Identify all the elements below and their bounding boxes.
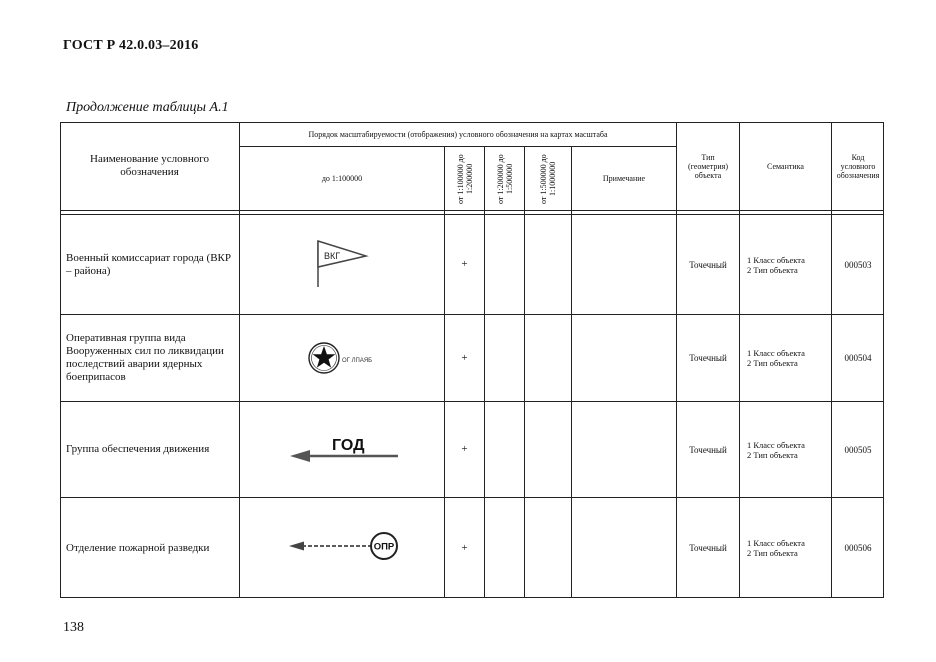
row-1-code: 000503 <box>844 259 872 270</box>
row-3-mark: + <box>461 443 468 455</box>
flag-icon <box>310 235 380 291</box>
page-number: 138 <box>63 620 84 635</box>
row-1-symbol-label: ВКГ <box>324 251 341 261</box>
header-note: Примечание <box>602 174 646 183</box>
row-2-symbol-label: ОГ ЛПАЯБ <box>342 358 373 364</box>
row-4-semantics: 1 Класс объекта 2 Тип объекта <box>747 538 805 558</box>
row-1-mark: + <box>461 258 468 270</box>
row-1-name: Военный комиссариат города (ВКР – района) <box>66 251 232 277</box>
header-scale-1: до 1:100000 <box>321 174 363 183</box>
row-3-name: Группа обеспечения движения <box>66 443 210 455</box>
row-3-symbol-label: ГОД <box>332 437 365 454</box>
row-1-type: Точечный <box>689 259 727 270</box>
header-scale-group: Порядок масштабируемости (отображения) условного обозначения на картах масштаба <box>308 129 608 139</box>
row-4-symbol-label: ОПР <box>373 541 395 553</box>
row-3-semantics: 1 Класс объекта 2 Тип объекта <box>747 439 805 460</box>
header-name: Наименование условного обозначения <box>90 153 209 178</box>
header-scale-3: от 1:200000 до 1:500000 <box>495 153 514 204</box>
header-type: Тип (геометрия) объекта <box>687 152 729 180</box>
symbols-table <box>60 122 884 598</box>
table-caption: Продолжение таблицы А.1 <box>66 100 229 115</box>
row-4-type: Точечный <box>689 543 727 553</box>
row-2-mark: + <box>461 351 468 364</box>
dashed-arrow-circle-icon <box>286 530 402 562</box>
document-header: ГОСТ Р 42.0.03–2016 <box>63 38 199 53</box>
row-4-code: 000506 <box>844 543 872 553</box>
header-scale-4: от 1:500000 до 1:1000000 <box>539 153 557 204</box>
arrow-left-icon <box>286 430 402 466</box>
row-4-mark: + <box>461 541 468 554</box>
row-3-type: Точечный <box>689 444 727 455</box>
row-2-type: Точечный <box>689 353 727 363</box>
star-circle-icon <box>306 340 396 378</box>
row-3-code: 000505 <box>844 444 872 455</box>
row-2-code: 000504 <box>844 353 872 363</box>
row-4-name: Отделение пожарной разведки <box>66 541 210 554</box>
row-1-semantics: 1 Класс объекта 2 Тип объекта <box>747 254 805 275</box>
header-scale-2: от 1:100000 до 1:200000 <box>455 153 474 204</box>
header-code: Код условного обозначения <box>836 152 880 180</box>
row-2-semantics: 1 Класс объекта 2 Тип объекта <box>747 348 805 368</box>
header-semantics: Семантика <box>767 161 804 171</box>
row-2-name: Оперативная группа вида Вооруженных сил по ликвидации последствий аварии ядерных боеприпасов <box>66 332 224 383</box>
